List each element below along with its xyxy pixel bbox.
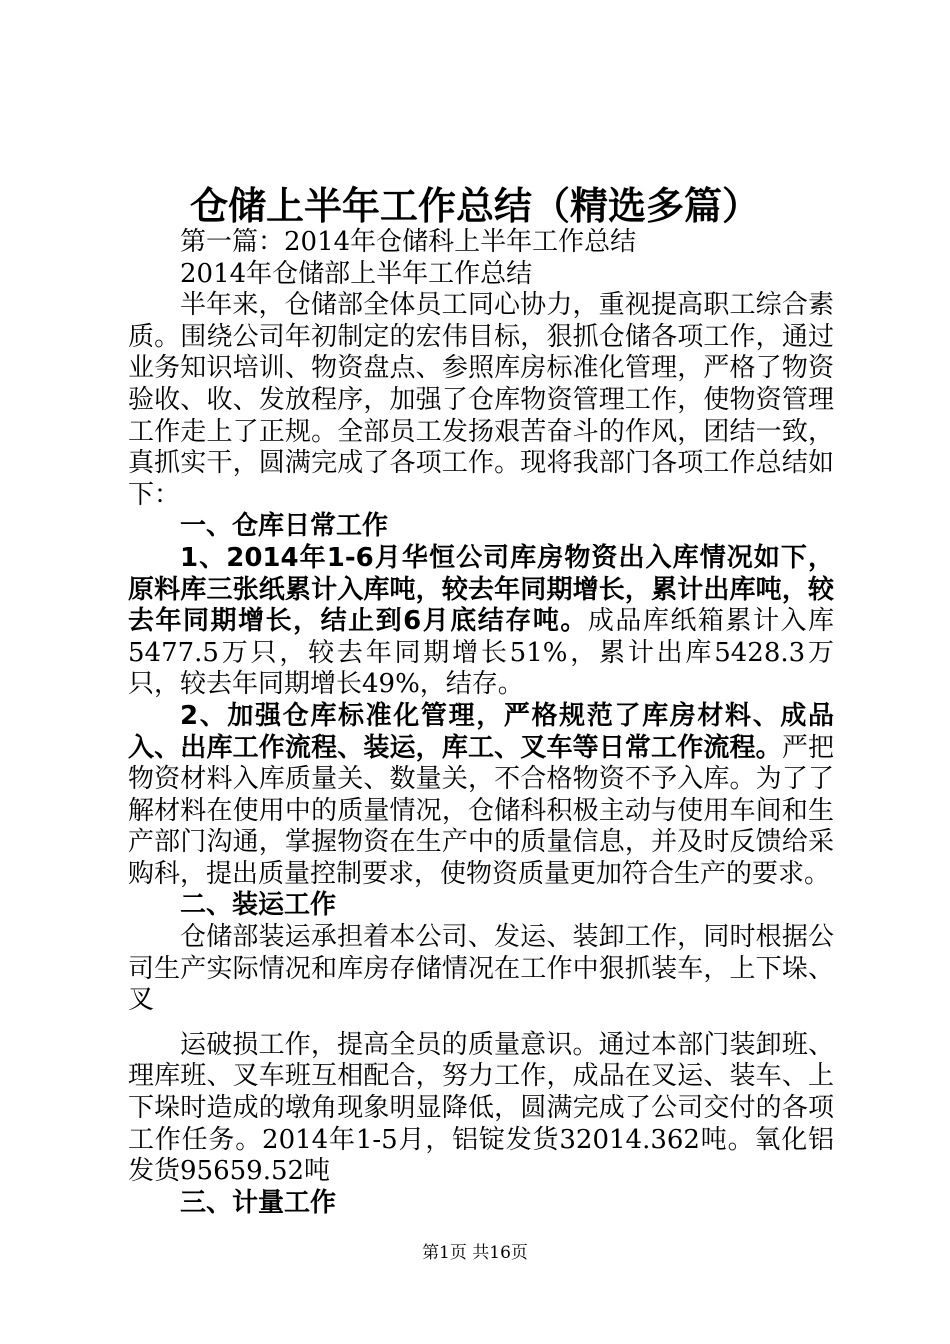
- paragraph-gap: [128, 1017, 834, 1030]
- item-1-paragraph: [128, 543, 834, 701]
- item-1-bold-text: 1、2014年1-6月华恒公司库房物资出入库情况如下，原料库三张纸累计入库吨，较去年同期增长，累计出库吨，较去年同期增长，结止到6月底结存吨。: [128, 542, 834, 637]
- section-heading-metering: 三、计量工作: [180, 1187, 337, 1218]
- chapter-heading: 第一篇：2014年仓储科上半年工作总结: [180, 227, 637, 257]
- shipping-paragraph-2: 运破损工作，提高全员的质量意识。通过本部门装卸班、理库班、叉车班互相配合，努力工作，成品在叉运、装车、上下垛时造成的墩角现象明显降低，圆满完成了公司交付的各项工作任务。2014年1-5月，铝锭发货32014.362吨。氧化铝发货95659.52吨: [128, 1029, 834, 1187]
- report-heading: 2014年仓储部上半年工作总结: [180, 258, 533, 289]
- document-body: [128, 227, 834, 1219]
- item-1-text: 成品库纸箱累计入库5477.5万只，较去年同期增长51%，累计出库5428.3万只，较去年同期增长49%，结存。: [128, 606, 834, 700]
- section-heading-shipping: 二、装运工作: [180, 890, 337, 921]
- item-2-text: 严把物资材料入库质量关、数量关，不合格物资不予入库。为了了解材料在使用中的质量情况，仓储科积极主动与使用车间和生产部门沟通，掌握物资在生产中的质量信息，并及时反馈给采购科，提出质量控制要求，使物资质量更加符合生产的要求。: [128, 732, 834, 889]
- page-number: 第1页 共16页: [422, 1243, 528, 1263]
- section-heading-warehouse: 一、仓库日常工作: [180, 511, 389, 542]
- document-title: 仓储上半年工作总结（精选多篇）: [189, 184, 760, 228]
- item-2-paragraph: [128, 701, 834, 891]
- shipping-paragraph-1: 仓储部装运承担着本公司、发运、装卸工作，同时根据公司生产实际情况和库房存储情况在工作中狠抓装车，上下垛、叉: [128, 922, 834, 1016]
- item-2-bold-text: 2、加强仓库标准化管理，严格规范了库房材料、成品入、出库工作流程、装运，库工、叉车等日常工作流程。: [128, 700, 834, 763]
- intro-paragraph: 半年来，仓储部全体员工同心协力，重视提高职工综合素质。围绕公司年初制定的宏伟目标，狠抓仓储各项工作，通过业务知识培训、物资盘点、参照库房标准化管理，严格了物资验收、收、发放程序，加强了仓库物资管理工作，使物资管理工作走上了正规。全部员工发扬艰苦奋斗的作风，团结一致，真抓实干，圆满完成了各项工作。现将我部门各项工作总结如下：: [128, 290, 834, 510]
